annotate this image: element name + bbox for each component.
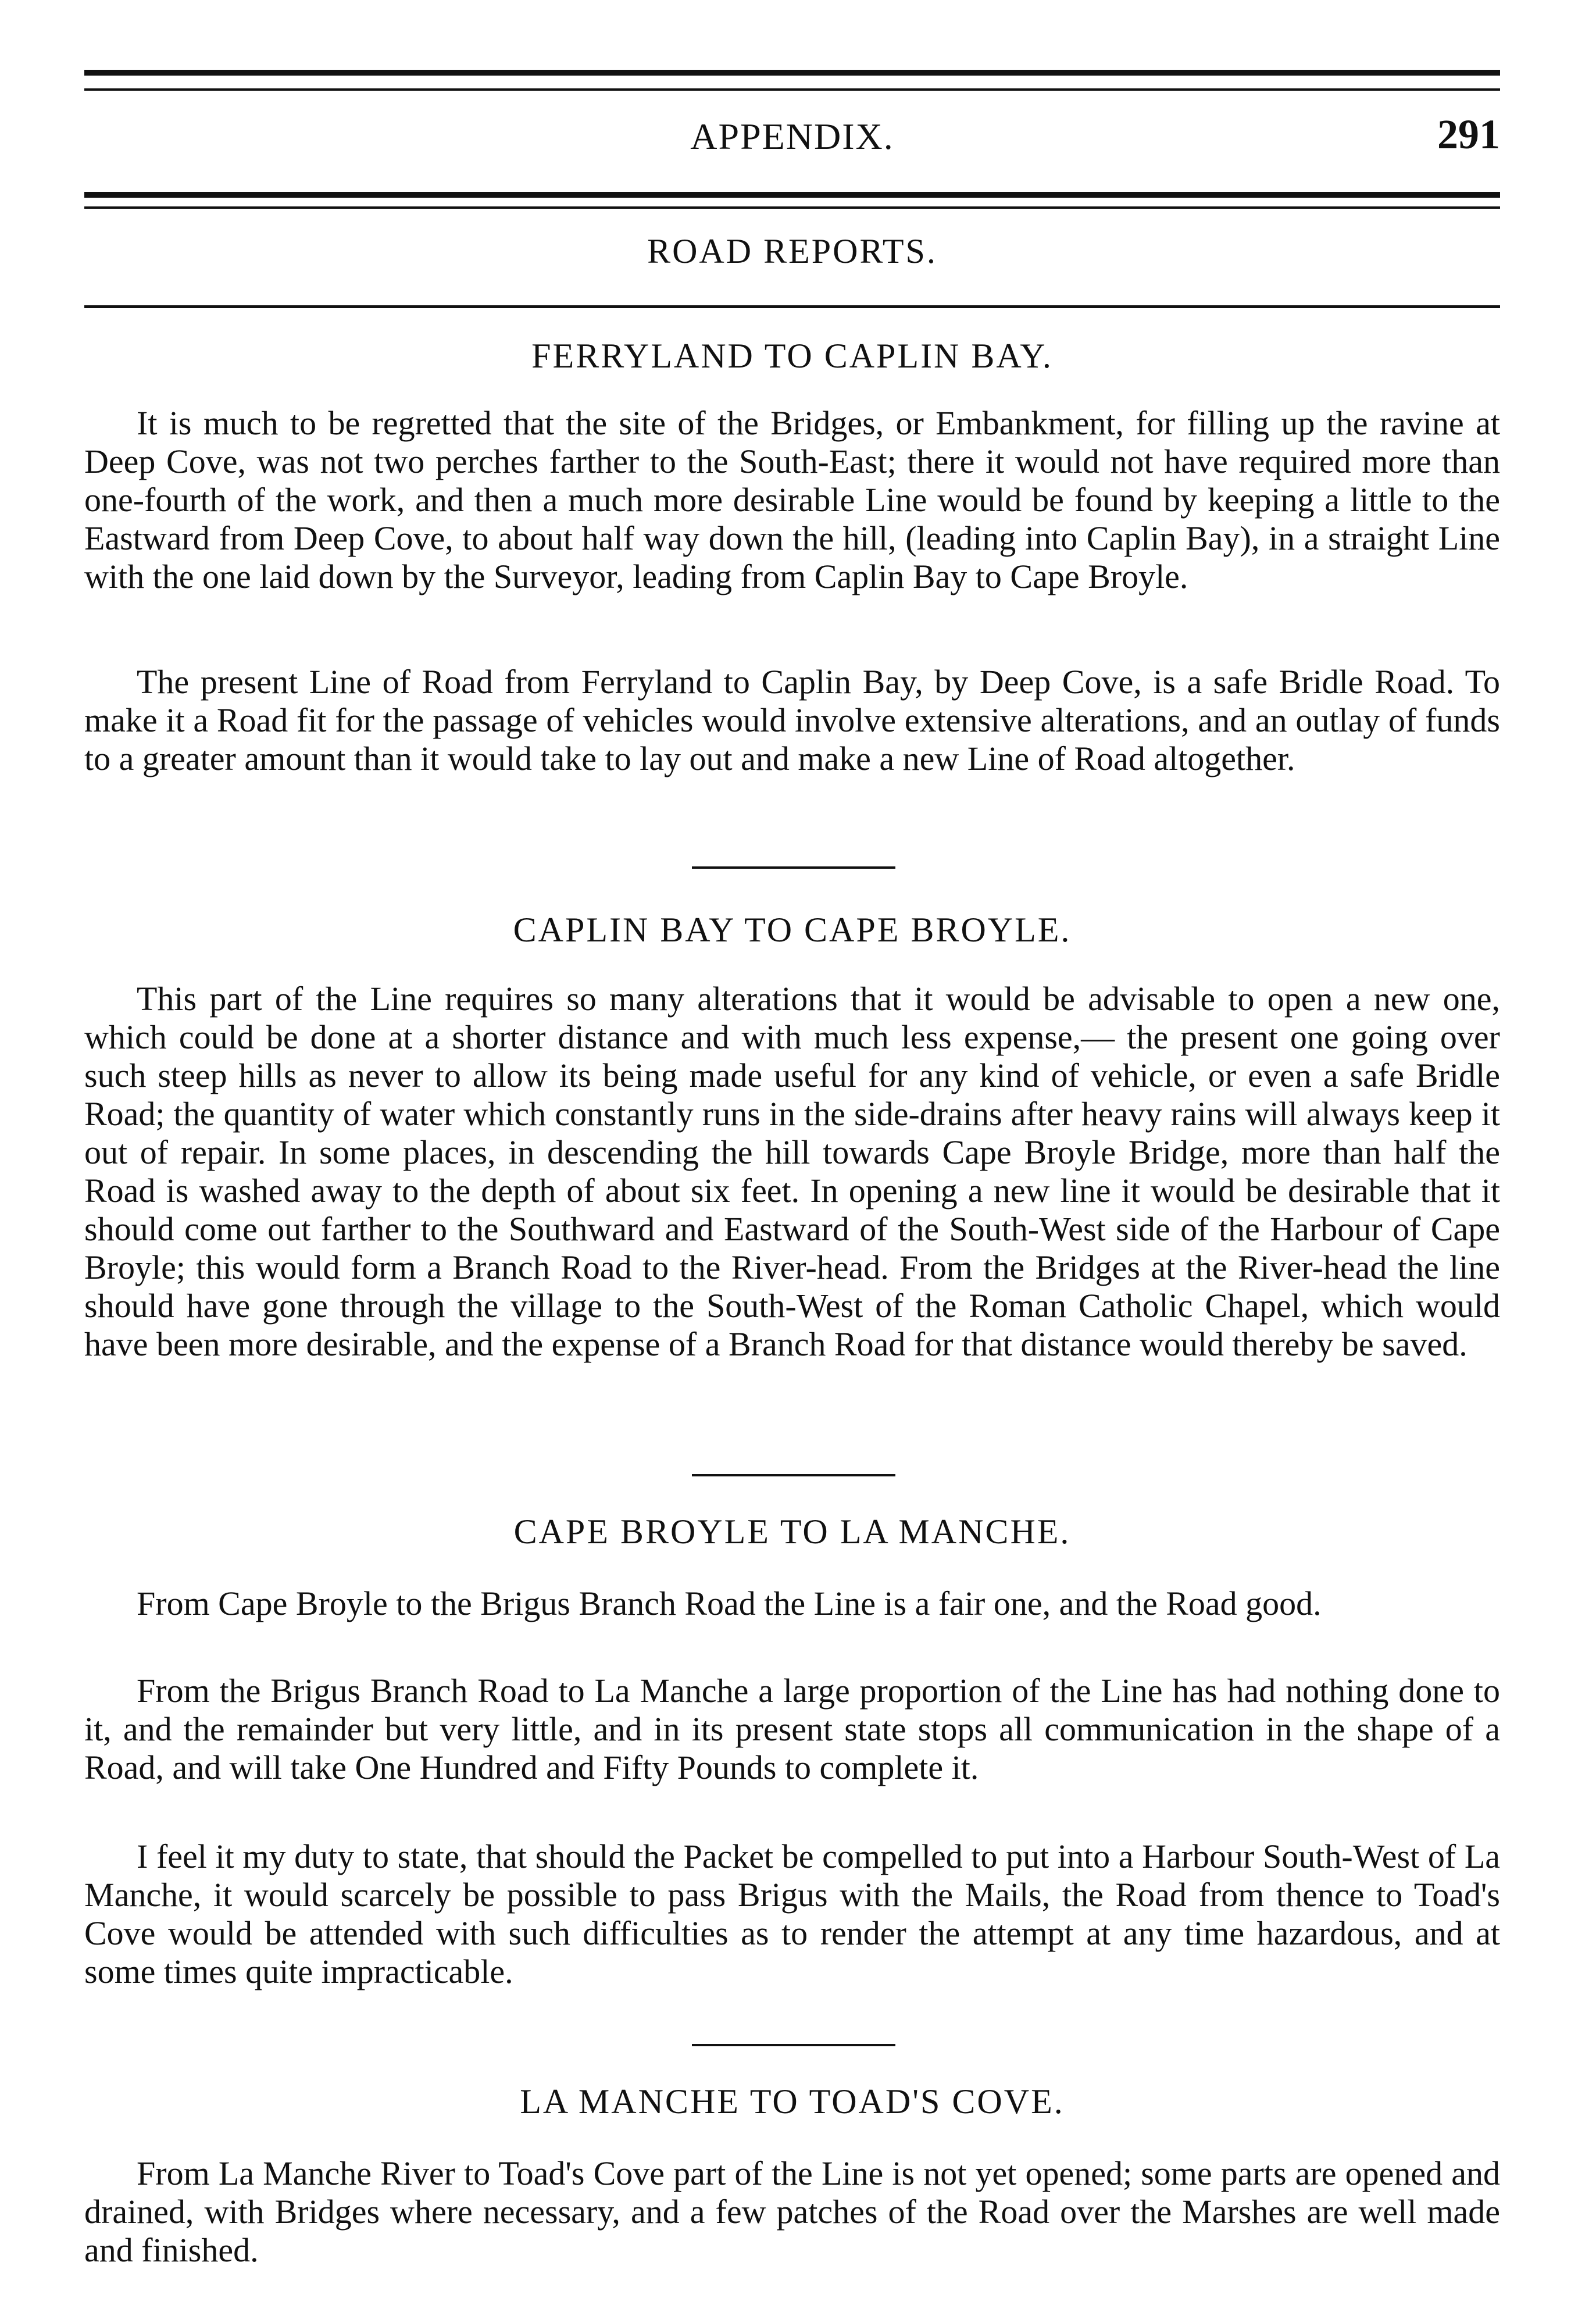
paragraph: From La Manche River to Toad's Cove part of the Line is not yet opened; some parts are opened and drained, with Bridges where necessary, and a few patches of the Road over the Marshes are well made and finished. (84, 2154, 1500, 2269)
section-title: ROAD REPORTS. (647, 232, 937, 270)
heading-ferryland-to-caplin-bay: FERRYLAND TO CAPLIN BAY. (531, 337, 1053, 375)
section-separator (692, 2044, 895, 2046)
paragraph: From Cape Broyle to the Brigus Branch Road the Line is a fair one, and the Road good. (137, 1585, 1322, 1622)
paragraph: From the Brigus Branch Road to La Manche a large proportion of the Line has had nothing done to it, and the remainder but very little, and in its present state stops all communication in the shape of a Road, and will take One Hundred and Fifty Pounds to complete it. (84, 1672, 1500, 1786)
running-title: APPENDIX. (690, 116, 894, 157)
heading-caplin-bay-to-cape-broyle: CAPLIN BAY TO CAPE BROYLE. (513, 911, 1072, 949)
section-separator (692, 1474, 895, 1476)
heading-cape-broyle-to-la-manche: CAPE BROYLE TO LA MANCHE. (513, 1512, 1071, 1551)
heading-la-manche-to-toads-cove: LA MANCHE TO TOAD'S COVE. (520, 2082, 1065, 2121)
paragraph: This part of the Line requires so many alterations that it would be advisable to open a new one, which could be done at a shorter distance and with much less expense,— the present one going over such steep hills as never to allow its being made useful for any kind of vehicle, or even a safe Bridle Road; the quantity of water which constantly runs in the side-drains after heavy rains will always keep it out of repair. In some places, in descending the hill towards Cape Broyle Bridge, more than half the Road is washed away to the depth of about six feet. In opening a new line it would be desirable that it should come out farther to the Southward and Eastward of the South-West side of the Harbour of Cape Broyle; this would form a Branch Road to the River-head. From the Bridges at the River-head the line should have gone through the village to the South-West of the Roman Catholic Chapel, which would have been more desirable, and the expense of a Branch Road for that distance would thereby be saved. (84, 980, 1500, 1363)
head-rule-thin (84, 206, 1500, 209)
paragraph: I feel it my duty to state, that should the Packet be compelled to put into a Harbour South-West of La Manche, it would scarcely be possible to pass Brigus with the Mails, the Road from thence to Toad's Cove would be attended with such difficulties as to render the attempt at any time hazardous, and at some times quite impracticable. (84, 1838, 1500, 1990)
section-separator (692, 866, 895, 869)
section-title-rule (84, 305, 1500, 308)
running-head (84, 110, 1500, 163)
top-rule-thick (84, 70, 1500, 76)
paragraph: It is much to be regretted that the site of the Bridges, or Embankment, for filling up the ravine at Deep Cove, was not two perches farther to the South-East; there it would not have required more than one-fourth of the work, and then a much more desirable Line would be found by keeping a little to the Eastward from Deep Cove, to about half way down the hill, (leading into Caplin Bay), in a straight Line with the one laid down by the Surveyor, leading from Caplin Bay to Cape Broyle. (84, 404, 1500, 595)
page-number: 291 (1437, 111, 1500, 158)
head-rule-thick (84, 192, 1500, 198)
paragraph: The present Line of Road from Ferryland to Caplin Bay, by Deep Cove, is a safe Bridle Road. To make it a Road fit for the passage of vehicles would involve extensive alterations, and an outlay of funds to a greater amount than it would take to lay out and make a new Line of Road altogether. (84, 663, 1500, 777)
top-rule-thin (84, 88, 1500, 91)
